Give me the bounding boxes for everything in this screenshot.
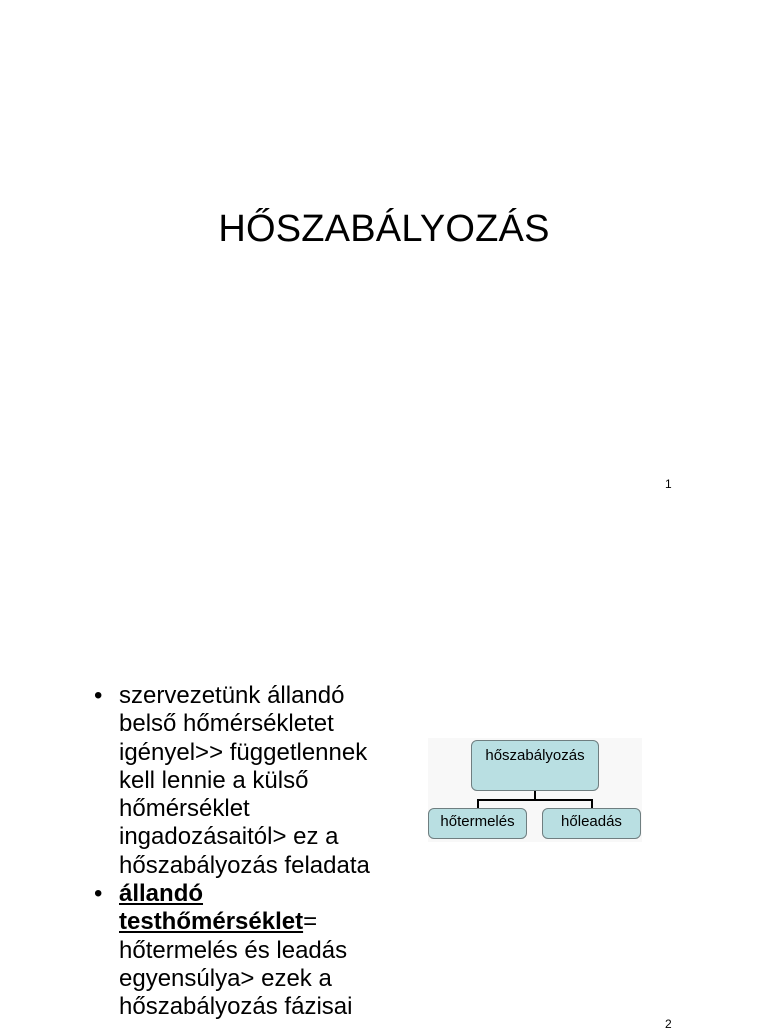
bullet-icon: • [94,682,103,709]
bullet-text: = hőtermelés és leadás egyensúlya> ezek a hőszabályozás fázisai [119,908,353,1021]
org-chart-diagram [428,738,642,842]
slide-title: HŐSZABÁLYOZÁS [218,208,550,250]
slide-2 [0,600,768,1031]
connector-line [591,799,593,808]
diagram-node-child: hőtermelés [428,808,527,839]
diagram-node-child: hőleadás [542,808,641,839]
page-number: 2 [665,1017,672,1031]
bullet-list [92,682,392,1022]
bullet-icon: • [94,880,103,908]
bullet-item [92,880,392,1021]
diagram-node-root: hőszabályozás [471,740,599,791]
connector-line [477,799,593,801]
page-number: 1 [665,477,672,491]
bullet-item [92,682,392,880]
bullet-term: állandó testhőmérséklet [119,880,304,936]
bullet-text: szervezetünk állandó belső hőmérsékletet igényel>> függetlennek kell lennie a külső hőmérséklet ingadozásaitól> ez a hőszabályozás feladata [119,682,370,879]
connector-line [477,799,479,808]
